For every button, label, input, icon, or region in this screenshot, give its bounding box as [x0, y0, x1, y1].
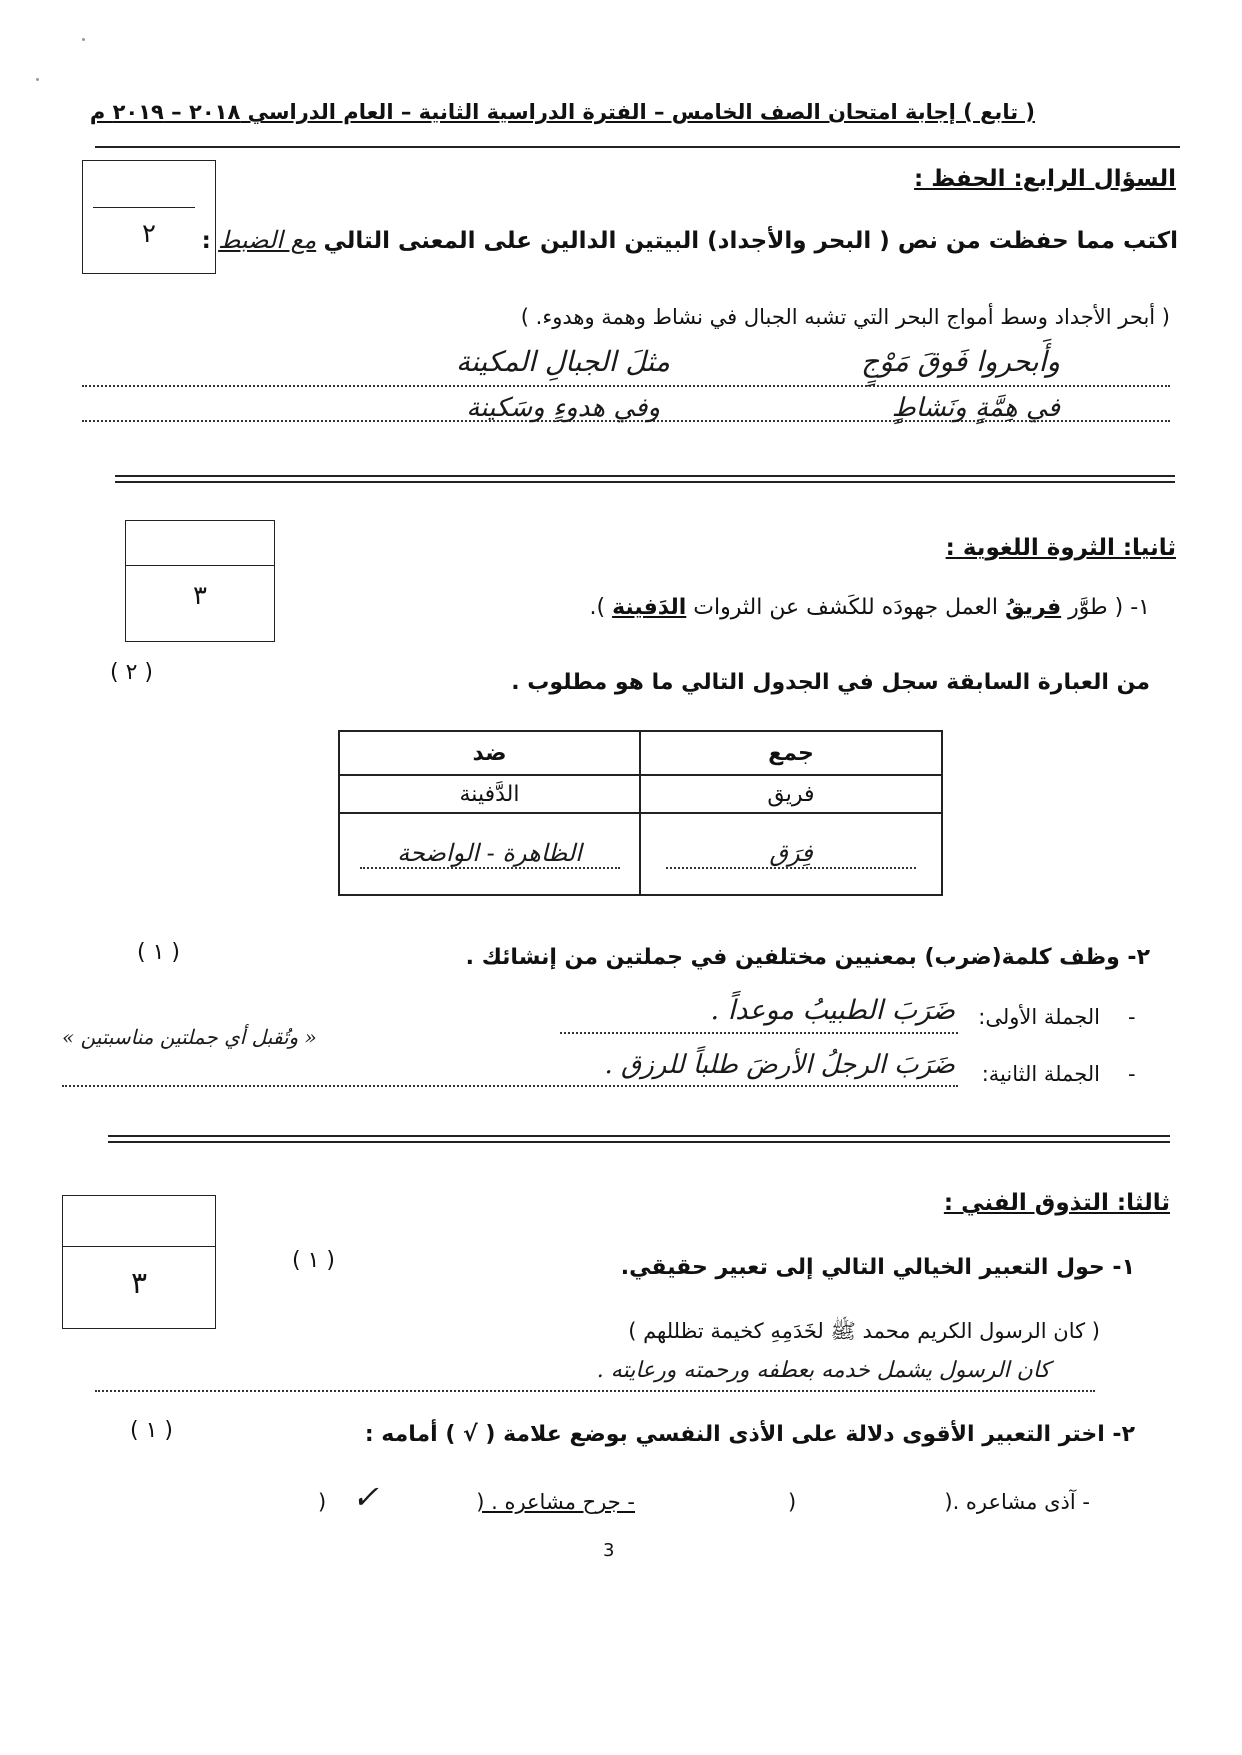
score-value: ٢ [142, 219, 156, 249]
score-box-divider [63, 1246, 215, 1247]
answer-verse1-part1: وأَبحروا فَوقَ مَوْجٍ [861, 345, 1060, 378]
section-separator [115, 475, 1175, 483]
q4-instruction [201, 226, 1178, 254]
answer-opposite: الظاهرة - الواضحة [360, 839, 620, 869]
table-answer-plural [640, 813, 942, 895]
section-title-taste: ثالثا: التذوق الفني : [943, 1190, 1170, 1216]
option-hurt-feelings[interactable]: - آذى مشاعره .( [944, 1490, 1090, 1514]
page-header: ( تابع ) إجابة امتحان الصف الخامس – الفترة الدراسية الثانية – العام الدراسي ٢٠١٨ – ٢٠١٩ م [89, 100, 1035, 124]
acceptance-note: « وتُقبل أي جملتين مناسبتين » [62, 1025, 317, 1049]
section-title-q4: السؤال الرابع: الحفظ : [914, 166, 1176, 192]
highlighted-word-buried: الدَفينة [612, 595, 687, 620]
q4-meaning: ( أبحر الأجداد وسط أمواج البحر التي تشبه الجبال في نشاط وهمة وهدوء. ) [520, 305, 1170, 329]
section-title-vocab: ثانيا: الثروة اللغوية : [945, 535, 1176, 561]
answer-line [560, 1032, 958, 1034]
score-box-divider [93, 207, 195, 208]
vocab-item1-number: ١- [1130, 595, 1150, 620]
q4-instruction-text: اكتب مما حفظت من نص ( البحر والأجداد) البيتين الدالين على المعنى التالي [323, 228, 1178, 254]
q4-instruction-colon: : [201, 228, 211, 254]
sentence1-answer: ضَرَبَ الطبيبُ موعداً . [710, 995, 955, 1026]
vocab-item1-text: العمل جهودَه للكَشف عن الثروات [693, 595, 998, 620]
mark-taste2: ( ١ ) [130, 1418, 173, 1443]
table-header-plural: جمع [640, 731, 942, 775]
mark-vocab2: ( ١ ) [137, 940, 180, 965]
bullet: - [1128, 1005, 1136, 1029]
mark-vocab1: ( ٢ ) [110, 660, 153, 685]
sentence2-label: الجملة الثانية: [981, 1062, 1100, 1086]
answer-line [62, 1085, 958, 1087]
scan-speck [82, 38, 85, 41]
vocab-table [338, 730, 943, 896]
q4-instruction-handwritten: مع الضبط [218, 226, 317, 254]
vocab-item1-text: ). [589, 595, 606, 620]
highlighted-word-team: فريقُ [1004, 595, 1062, 620]
vocab-item1 [450, 595, 1150, 620]
score-box-taste [62, 1195, 216, 1329]
sentence1-label: الجملة الأولى: [978, 1005, 1100, 1029]
sentence2-answer: ضَرَبَ الرجلُ الأرضَ طلباً للرزق . [604, 1050, 955, 1080]
bullet: - [1128, 1062, 1136, 1086]
score-value: ٣ [193, 581, 207, 611]
taste-answer1: كان الرسول يشمل خدمه بعطفه ورحمته ورعايته . [596, 1358, 1050, 1383]
answer-line [95, 1390, 1095, 1392]
answer-verse2-part1: في هِمَّةٍ ونَشاطٍ [891, 393, 1060, 423]
score-box-q4 [82, 160, 216, 274]
table-word-opposite: الدَّفينة [339, 775, 640, 813]
mark-taste1: ( ١ ) [292, 1248, 335, 1273]
option2-text: - جرح مشاعره . ( [476, 1490, 635, 1514]
table-answer-opposite [339, 813, 640, 895]
answer-plural: فِرَق [666, 839, 916, 869]
taste-item1: ١- حول التعبير الخيالي التالي إلى تعبير حقيقي. [620, 1255, 1135, 1280]
option2-close-paren: ) [318, 1490, 327, 1514]
table-instruction: من العبارة السابقة سجل في الجدول التالي ما هو مطلوب . [511, 670, 1150, 695]
section-separator [108, 1135, 1170, 1143]
score-value: ٣ [130, 1266, 148, 1301]
header-rule [95, 146, 1180, 148]
taste-quote: ( كان الرسول الكريم محمد ﷺ لخَدَمِهِ كخيمة تظللهم ) [628, 1319, 1100, 1343]
vocab-item2: ٢- وظف كلمة(ضرب) بمعنيين مختلفين في جملتين من إنشائك . [465, 945, 1150, 970]
taste-item2: ٢- اختر التعبير الأقوى دلالة على الأذى النفسي بوضع علامة ( √ ) أمامه : [364, 1422, 1135, 1447]
checkmark-icon: ✓ [352, 1478, 379, 1516]
answer-line [82, 385, 1170, 387]
answer-verse2-part2: وفي هدوءٍ وسَكينة [466, 393, 660, 423]
vocab-item1-text: ( طوَّر [1068, 595, 1124, 620]
score-box-divider [126, 565, 274, 566]
option1-close-paren: ) [788, 1490, 797, 1514]
score-box-vocab [125, 520, 275, 642]
answer-verse1-part2: مثلَ الجبالِ المكينة [455, 345, 670, 378]
scan-speck [36, 78, 39, 81]
table-header-opposite: ضد [339, 731, 640, 775]
option-wound-feelings[interactable] [420, 1490, 635, 1514]
page-number: 3 [603, 1540, 615, 1561]
table-word-plural: فريق [640, 775, 942, 813]
